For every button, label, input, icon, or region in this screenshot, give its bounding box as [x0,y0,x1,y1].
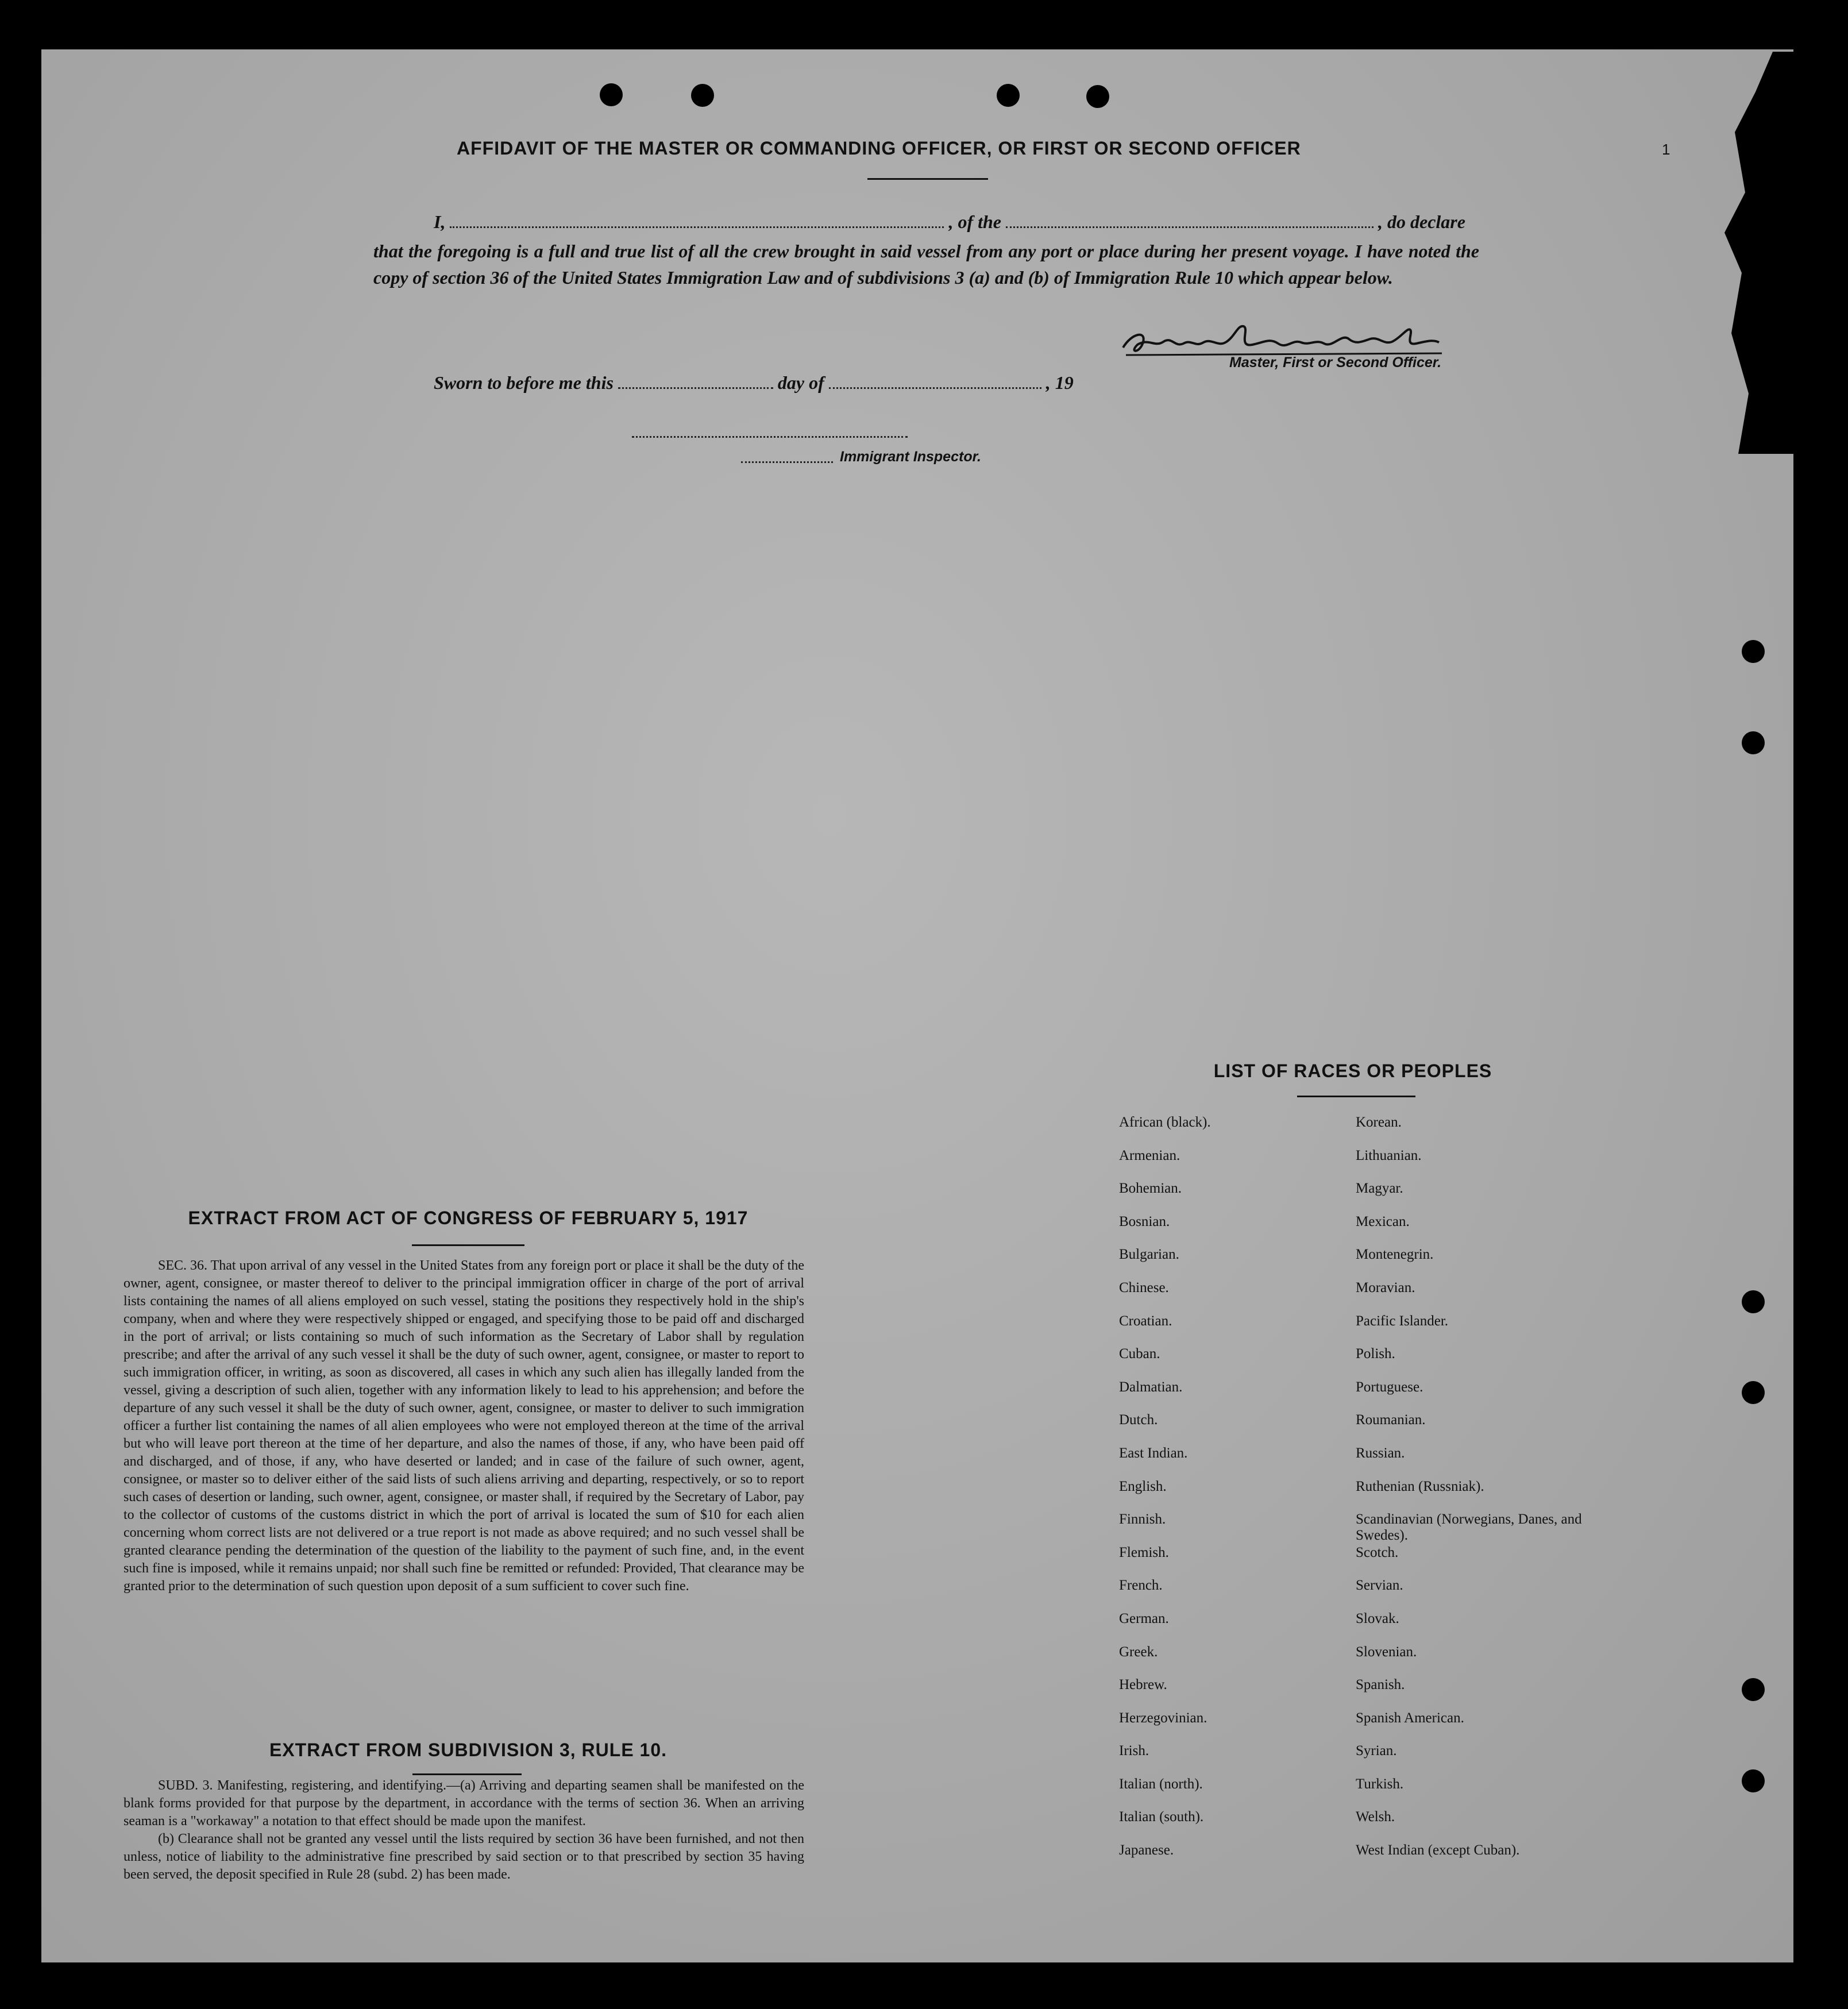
race-item: Bulgarian. [1119,1247,1179,1263]
year-prefix: , 19 [1045,372,1074,393]
race-item: Welsh. [1356,1809,1395,1825]
punch-hole [691,84,714,107]
race-item: Scandinavian (Norwegians, Danes, and Swedes). [1356,1511,1582,1544]
race-item: Mexican. [1356,1213,1410,1229]
race-item: Montenegrin. [1356,1247,1434,1263]
race-item: Pacific Islander. [1356,1313,1449,1329]
sworn-month-blank [829,387,1041,389]
subdivision-a-paragraph: SUBD. 3. Manifesting, registering, and identifying.—(a) Arriving and departing seamen shall be manifested on the blank forms provided for that purpose by the department, in accordance with the terms of section 36. When an arriving seaman is a "workaway" a notation to that effect should be made upon the manifest. [124,1778,804,1829]
race-item: Herzegovinian. [1119,1710,1207,1726]
race-item: Russian. [1356,1445,1405,1461]
page-number: 1 [1662,141,1670,158]
races-left-column [1119,1115,1211,1876]
race-item: Flemish. [1119,1544,1169,1560]
sworn-day-blank [618,387,773,389]
race-item: Cuban. [1119,1346,1160,1362]
race-item: Ruthenian (Russniak). [1356,1478,1484,1494]
punch-hole [600,83,623,106]
races-list [1119,1115,1636,1884]
punch-hole [1086,85,1109,108]
race-item: Spanish American. [1356,1710,1464,1726]
declarant-prefix: I, [434,211,446,232]
race-item: Greek. [1119,1644,1158,1660]
inspector-signature-blank [632,435,908,438]
subdivision-b-paragraph: (b) Clearance shall not be granted any vessel until the lists required by section 36 have been furnished, and not then unless, notice of liability to the administrative fine prescribed by said section or to that prescribed by section 35 having been served, the deposit specified in Rule 28 (subd. 2) has been made. [124,1831,804,1882]
race-item: Bosnian. [1119,1213,1170,1229]
punch-hole [1742,640,1765,663]
race-item: Finnish. [1119,1511,1166,1528]
title-underline [867,178,988,180]
extract-rule-text [124,1777,804,1884]
race-item: Italian (north). [1119,1776,1203,1792]
inspector-name-blank [741,461,833,463]
declarant-name-blank [450,226,944,228]
race-item: Dutch. [1119,1412,1158,1428]
signature-caption: Master, First or Second Officer. [1229,354,1442,371]
race-item: African (black). [1119,1115,1211,1130]
race-item: Italian (south). [1119,1809,1204,1825]
race-item: English. [1119,1478,1167,1494]
affidavit-body: that the foregoing is a full and true list of all the crew brought in said vessel from any port or place during her present voyage. I have noted the copy of section 36 of the United States Immigration Law and of subdivisions 3 (a) and (b) of Immigration Rule 10 which appear below. [373,241,1479,288]
race-item: Croatian. [1119,1313,1172,1329]
race-item: Magyar. [1356,1181,1403,1197]
race-item: Slovenian. [1356,1644,1417,1660]
race-item: Moravian. [1356,1279,1415,1295]
declare-suffix: , do declare [1378,211,1465,232]
races-title-underline [1297,1096,1415,1097]
extract-act-underline [412,1244,524,1246]
race-item: Polish. [1356,1346,1395,1362]
punch-hole [1742,1769,1765,1792]
race-item: West Indian (except Cuban). [1356,1842,1520,1858]
declaration-line [434,211,1465,233]
race-item: Slovak. [1356,1610,1399,1626]
race-item: Chinese. [1119,1279,1169,1295]
race-item: Irish. [1119,1743,1149,1759]
inspector-label: Immigrant Inspector. [840,449,981,465]
race-item: Japanese. [1119,1842,1174,1858]
punch-hole [997,84,1020,107]
race-item: German. [1119,1610,1169,1626]
sworn-prefix: Sworn to before me this [434,372,614,393]
race-item: French. [1119,1578,1163,1594]
race-item: Syrian. [1356,1743,1397,1759]
race-item: Portuguese. [1356,1379,1423,1395]
race-item: Servian. [1356,1578,1403,1594]
race-item: East Indian. [1119,1445,1188,1461]
extract-act-text [124,1257,804,1595]
punch-hole [1742,1381,1765,1404]
races-title: LIST OF RACES OR PEOPLES [1213,1061,1492,1081]
affidavit-title: AFFIDAVIT OF THE MASTER OR COMMANDING OFFICER, OR FIRST OR SECOND OFFICER [457,138,1301,159]
extract-act-title: EXTRACT FROM ACT OF CONGRESS OF FEBRUARY 5, 1917 [188,1208,749,1228]
race-item: Turkish. [1356,1776,1404,1792]
race-item: Lithuanian. [1356,1147,1422,1163]
races-right-column [1356,1115,1585,1876]
race-item: Spanish. [1356,1677,1405,1693]
section-36-paragraph: SEC. 36. That upon arrival of any vessel in the United States from any foreign port or place it shall be the duty of the owner, agent, consignee, or master thereof to deliver to the principal immigration officer in charge of the port of arrival lists containing the names of all aliens employed on such vessel, stating the positions they respectively hold in the ship's company, when and where they were respectively shipped or engaged, and specifying those to be paid off and discharged in the port of arrival; or lists containing so much of such information as the Secretary of Labor shall by regulation prescribe; and after the arrival of any such vessel it shall be the duty of such owner, agent, consignee, or master to report to such immigration officer, in writing, as soon as discovered, all cases in which any such alien has illegally landed from the vessel, giving a description of such alien, together with any information likely to lead to his apprehension; and before the departure of any such vessel it shall be the duty of such owner, agent, consignee, or master to deliver to such immigration officer a further list containing the names of all alien employees who were not employed thereon at the time of the arrival but who will leave port thereon at the time of her departure, and also the names of those, if any, who have been paid off and discharged, and of those, if any, who have deserted or landed; and in case of the failure of such owner, agent, consignee, or master so to deliver either of the said lists of such aliens arriving and departing, respectively, or so to report such cases of desertion or landing, such owner, agent, consignee, or master shall, if required by the Secretary of Labor, pay to the collector of customs of the customs district in which the port of arrival is located the sum of $10 for each alien concerning whom correct lists are not delivered or a true report is not made as above required; and no such vessel shall be granted clearance pending the determination of the question of the liability to the payment of such fine, and, in the event such fine is imposed, while it remains unpaid; nor shall such fine be remitted or refunded: Provided, That clearance may be granted prior to the determination of such question upon deposit of a sum sufficient to cover such fine. [124,1258,804,1594]
race-item: Roumanian. [1356,1412,1426,1428]
race-item: Korean. [1356,1115,1402,1130]
extract-rule-title: EXTRACT FROM SUBDIVISION 3, RULE 10. [269,1740,668,1760]
race-item: Hebrew. [1119,1677,1167,1693]
vessel-prefix: , of the [948,211,1001,232]
vessel-name-blank [1006,226,1374,228]
punch-hole [1742,1678,1765,1701]
race-item: Armenian. [1119,1147,1180,1163]
extract-rule-underline [412,1773,522,1775]
race-item: Bohemian. [1119,1181,1182,1197]
race-item: Dalmatian. [1119,1379,1183,1395]
punch-hole [1742,731,1765,754]
sworn-line [434,372,1074,394]
punch-hole [1742,1290,1765,1313]
race-item: Scotch. [1356,1544,1399,1560]
day-of-label: day of [777,372,824,393]
